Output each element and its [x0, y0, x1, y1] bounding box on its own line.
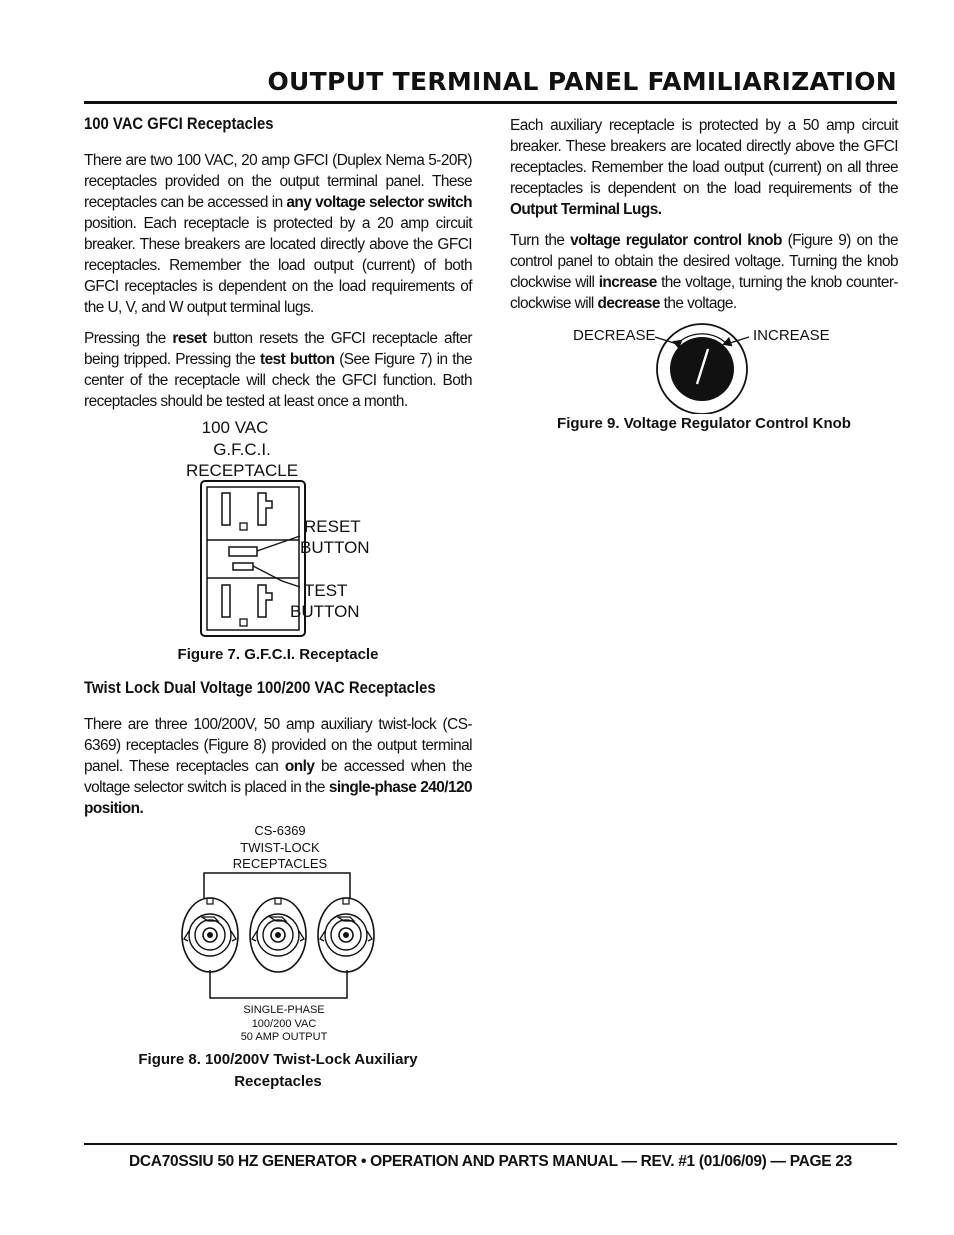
figure9-caption: Figure 9. Voltage Regulator Control Knob [557, 415, 851, 432]
twist-lock-receptacles-diagram [170, 820, 390, 1048]
title-rule [84, 101, 897, 104]
ground-hole-icon [240, 619, 247, 626]
twist-lock-receptacle-icon [250, 898, 306, 972]
knob-paragraph: Turn the voltage regulator control knob (Figure 9) on the control panel to obtain the desired voltage. Turning the knob clockwise will increase the voltage, turning the knob counter-clockwise will decrease the voltage. [510, 232, 899, 312]
outlet-slot-t-icon [258, 585, 272, 617]
ground-hole-icon [240, 523, 247, 530]
fig8-top-line1: CS-6369 [254, 823, 306, 838]
page-title: OUTPUT TERMINAL PANEL FAMILIARIZATION [267, 67, 897, 96]
twist-lock-receptacle-icon [318, 898, 374, 972]
test-label-line1: TEST [304, 581, 348, 600]
reset-label-line1: RESET [304, 517, 361, 536]
figure8-caption [84, 1049, 472, 1093]
reset-button[interactable] [229, 547, 257, 556]
figure7-caption: Figure 7. G.F.C.I. Receptacle [177, 646, 379, 663]
fig8-top-line2: TWIST-LOCK [240, 840, 320, 855]
fig8-bottom-line2: 100/200 VAC [251, 1018, 317, 1030]
fig8-bottom-line1: SINGLE-PHASE [243, 1004, 325, 1016]
voltage-knob-diagram [565, 322, 850, 414]
aux-paragraph: Each auxiliary receptacle is protected by a 50 amp circuit breaker. These breakers are located directly above the GFCI receptacles. Remember the load output (current) on all three receptacles is dependent on the load requirements of the Output Terminal Lugs. [510, 117, 898, 218]
increase-label: INCREASE [753, 327, 830, 344]
fig7-label-line1: 100 VAC [201, 418, 269, 437]
figure8-caption-line1: Figure 8. 100/200V Twist-Lock Auxiliary [138, 1051, 418, 1068]
fig8-top-line3: RECEPTACLES [232, 856, 328, 871]
right-column [510, 115, 898, 314]
twist-lock-heading: Twist Lock Dual Voltage 100/200 VAC Receptacles [84, 679, 436, 697]
left-column [84, 115, 472, 412]
footer-rule [84, 1143, 897, 1145]
decrease-label: DECREASE [573, 327, 656, 344]
gfci-receptacle-diagram [170, 415, 400, 640]
twist-lock-receptacle-icon [182, 898, 238, 972]
left-column-lower [84, 679, 472, 819]
gfci-paragraph-1: There are two 100 VAC, 20 amp GFCI (Duplex Nema 5-20R) receptacles provided on the output terminal panel. These receptacles can be accessed in any voltage selector switch position. Each receptacle is protected by a 20 amp circuit breaker. These breakers are located directly above the GFCI receptacles. Remember the load output (current) of both GFCI receptacles is dependent on the load requirements of the U, V, and W output terminal lugs. [84, 152, 472, 316]
page-footer: DCA70SSIU 50 HZ GENERATOR • OPERATION AND PARTS MANUAL — REV. #1 (01/06/09) — PAGE 23 [129, 1153, 852, 1170]
outlet-slot-icon [222, 493, 230, 525]
gfci-paragraph-2: Pressing the reset button resets the GFCI receptacle after being tripped. Pressing the test button (See Figure 7) in the center of the receptacle will check the GFCI function. Both receptacles should be tested at least once a month. [84, 330, 472, 410]
fig7-label-line2: G.F.C.I. [213, 440, 271, 459]
test-label-line2: BUTTON [290, 602, 360, 621]
twist-lock-paragraph: There are three 100/200V, 50 amp auxiliary twist-lock (CS-6369) receptacles (Figure 8) provided on the output terminal panel. These receptacles can only be accessed when the voltage selector switch is placed in the single-phase 240/120 position. [84, 716, 472, 817]
fig7-label-line3: RECEPTACLE [185, 461, 299, 480]
reset-label-line2: BUTTON [300, 538, 370, 557]
outlet-slot-icon [222, 585, 230, 617]
outlet-slot-t-icon [258, 493, 272, 525]
figure8-caption-line2: Receptacles [234, 1073, 322, 1090]
fig8-bottom-line3: 50 AMP OUTPUT [240, 1031, 328, 1043]
test-button[interactable] [233, 563, 253, 570]
gfci-heading: 100 VAC GFCI Receptacles [84, 115, 274, 133]
